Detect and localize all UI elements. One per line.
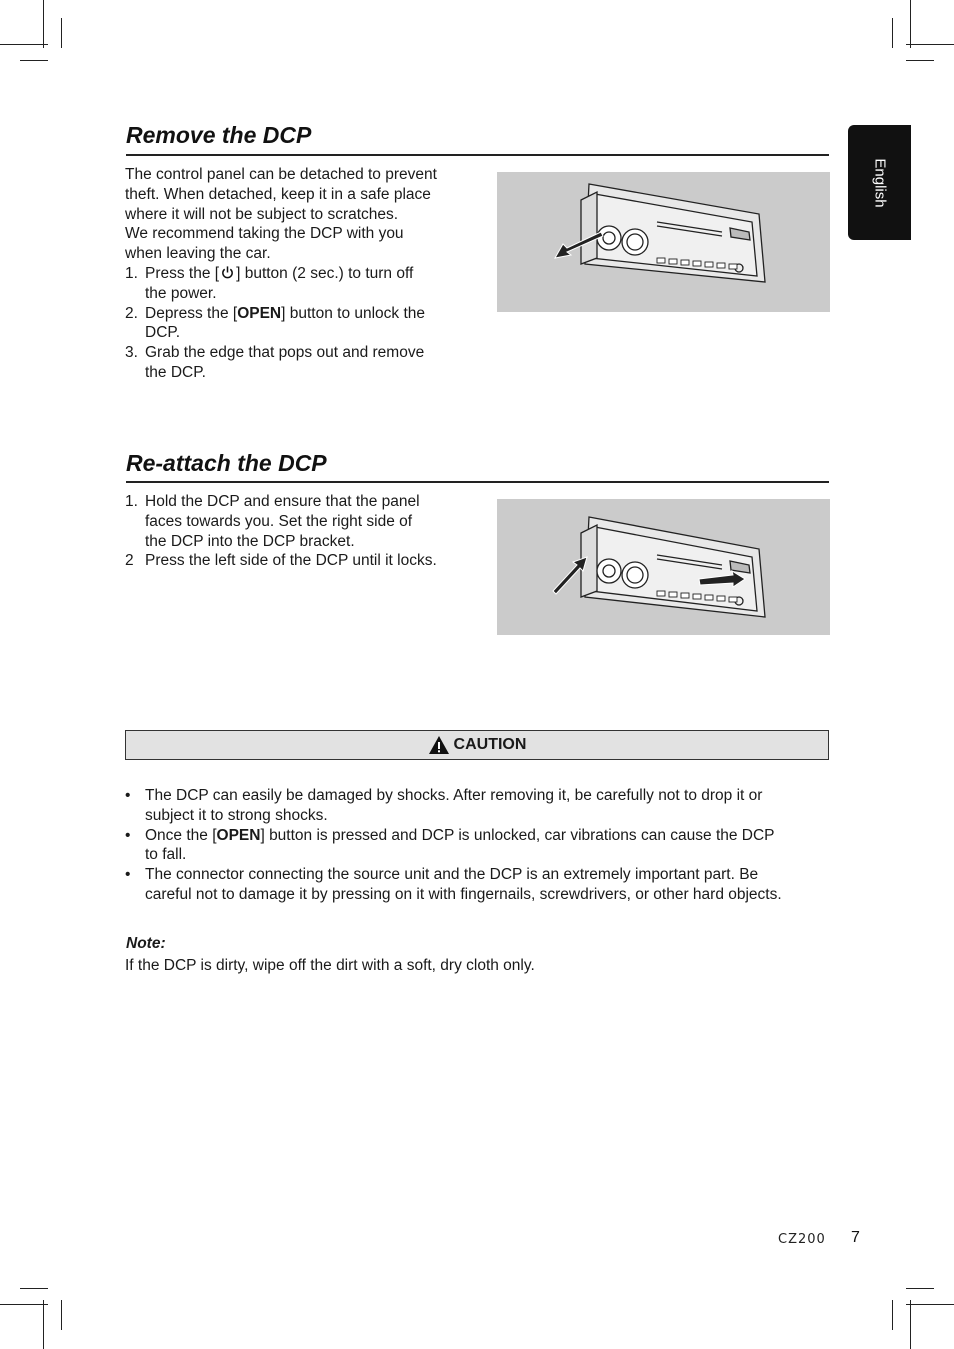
bullet: • bbox=[125, 826, 131, 844]
section-rule bbox=[126, 481, 829, 483]
bullet: • bbox=[125, 787, 131, 804]
caution-list bbox=[125, 786, 830, 905]
reattach-section-body bbox=[125, 492, 475, 571]
intro-line: The control panel can be detached to prevent bbox=[125, 166, 437, 183]
head-unit-remove-illustration bbox=[497, 172, 830, 312]
open-button-label: OPEN bbox=[216, 826, 261, 844]
remove-steps bbox=[125, 264, 475, 383]
list-item: 1. Press the [ ] button (2 sec.) to turn off the power. bbox=[125, 264, 414, 302]
list-item: 1. Hold the DCP and ensure that the panel faces towards you. Set the right side of the DCP into the DCP bracket. bbox=[125, 493, 420, 550]
crop-mark bbox=[906, 60, 934, 61]
remove-section-title: Remove the DCP bbox=[126, 122, 312, 148]
remove-section-body bbox=[125, 165, 475, 383]
step-number: 1. bbox=[125, 493, 138, 510]
crop-mark bbox=[20, 60, 48, 61]
reattach-section-title: Re-attach the DCP bbox=[126, 450, 327, 476]
step-number: 2. bbox=[125, 304, 138, 322]
crop-mark bbox=[906, 44, 954, 45]
intro-line: where it will not be subject to scratches. bbox=[125, 205, 399, 223]
page-number: 7 bbox=[851, 1229, 860, 1246]
list-item: • Once the [OPEN] button is pressed and DCP is unlocked, car vibrations can cause the DCP to fall. bbox=[125, 826, 775, 864]
crop-mark bbox=[0, 44, 48, 45]
crop-mark bbox=[43, 0, 44, 48]
open-button-label: OPEN bbox=[237, 304, 282, 322]
intro-line: We recommend taking the DCP with you bbox=[125, 225, 404, 243]
note-title: Note: bbox=[126, 935, 166, 952]
step-number: 3. bbox=[125, 344, 138, 362]
crop-mark bbox=[910, 1300, 911, 1349]
step-number: 2 bbox=[125, 552, 134, 570]
caution-list-block bbox=[125, 786, 830, 905]
crop-mark bbox=[892, 1300, 893, 1330]
list-item: 2. Depress the [OPEN] button to unlock the DCP. bbox=[125, 304, 426, 342]
language-tab bbox=[848, 125, 911, 240]
intro-line: theft. When detached, keep it in a safe place bbox=[125, 185, 431, 203]
crop-mark bbox=[61, 1300, 62, 1330]
section-rule bbox=[126, 154, 829, 156]
model-name: CZ200 bbox=[778, 1232, 826, 1247]
bullet: • bbox=[125, 866, 131, 884]
crop-mark bbox=[906, 1304, 954, 1305]
list-item: • The DCP can easily be damaged by shocks. After removing it, be carefully not to drop it or subject it to strong shocks. bbox=[125, 787, 763, 824]
crop-mark bbox=[0, 1304, 48, 1305]
crop-mark bbox=[906, 1288, 934, 1289]
crop-mark bbox=[43, 1300, 44, 1349]
warning-triangle-icon bbox=[428, 735, 450, 755]
step-number: 1. bbox=[125, 264, 138, 282]
crop-mark bbox=[910, 0, 911, 48]
head-unit-attach-illustration bbox=[497, 499, 830, 635]
note-text: If the DCP is dirty, wipe off the dirt with a soft, dry cloth only. bbox=[125, 957, 535, 974]
caution-banner bbox=[125, 730, 829, 760]
list-item: • The connector connecting the source unit and the DCP is an extremely important part. Be careful not to damage it by pressing on it with fingernails, screwdrivers, or other hard objects. bbox=[125, 866, 782, 903]
language-tab-label: English bbox=[871, 157, 888, 208]
crop-mark bbox=[61, 18, 62, 48]
caution-label: CAUTION bbox=[453, 736, 527, 753]
reattach-steps bbox=[125, 492, 475, 571]
power-icon bbox=[220, 265, 235, 280]
crop-mark bbox=[892, 18, 893, 48]
intro-line: when leaving the car. bbox=[125, 245, 271, 263]
list-item: 3. Grab the edge that pops out and remove the DCP. bbox=[125, 344, 425, 381]
crop-mark bbox=[20, 1288, 48, 1289]
list-item: 2 Press the left side of the DCP until it locks. bbox=[125, 552, 437, 570]
